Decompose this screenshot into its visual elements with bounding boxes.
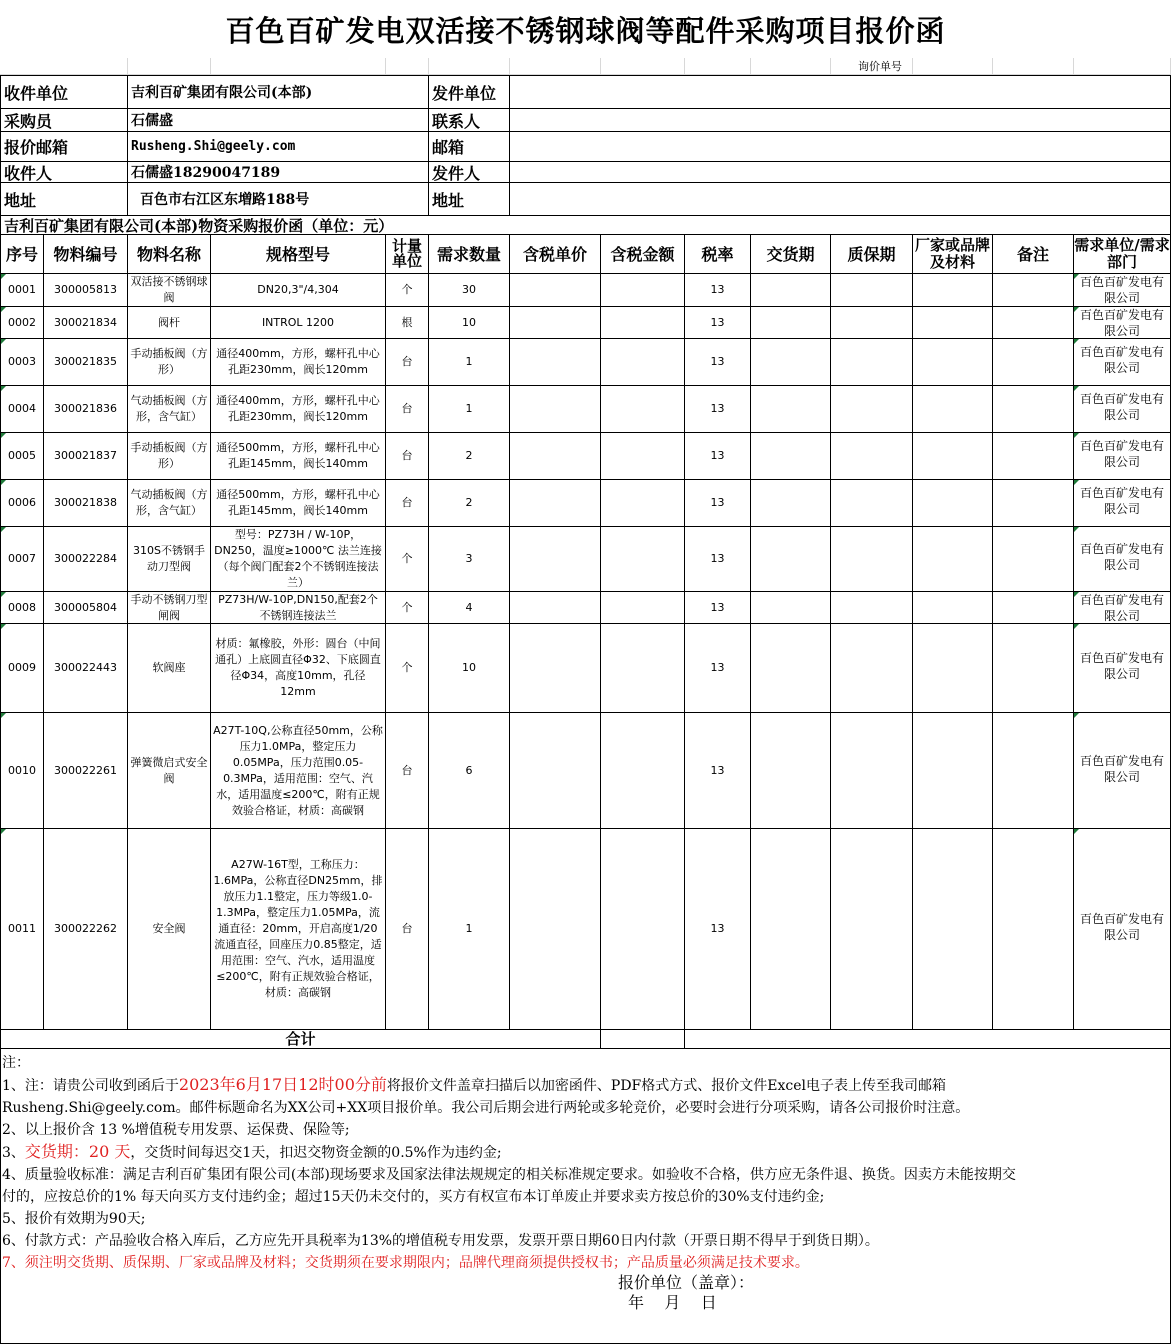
col-header-brand: 厂家或品牌及材料	[913, 235, 993, 274]
grid-cell[interactable]	[601, 58, 685, 75]
cell-name[interactable]: 气动插板阀（方形，含气缸）	[128, 386, 211, 433]
signature-date: 年 月 日	[628, 1293, 717, 1312]
cell-tax-rate[interactable]: 13	[685, 713, 751, 829]
cell-unit-price[interactable]	[510, 307, 601, 339]
cell-unit[interactable]: 个	[386, 624, 429, 713]
cell-seq[interactable]: 0010	[0, 713, 44, 829]
cell-qty[interactable]: 1	[429, 386, 510, 433]
cell-warranty[interactable]	[831, 433, 913, 480]
cell-unit-price[interactable]	[510, 829, 601, 1030]
cell-name[interactable]: 手动不锈钢刀型闸阀	[128, 592, 211, 624]
cell-name[interactable]: 双活接不锈钢球阀	[128, 274, 211, 307]
cell-brand[interactable]	[913, 307, 993, 339]
cell-amount[interactable]	[601, 307, 685, 339]
grid-cell[interactable]	[211, 58, 386, 75]
cell-spec[interactable]: 通径500mm，方形，螺杆孔中心孔距145mm，阀长140mm	[211, 433, 386, 480]
cell-qty[interactable]: 1	[429, 829, 510, 1030]
cell-dept[interactable]: 百色百矿发电有限公司	[1074, 433, 1171, 480]
cell-brand[interactable]	[913, 339, 993, 386]
cell-amount[interactable]	[601, 386, 685, 433]
note-7: 7、须注明交货期、质保期、厂家或品牌及材料；交货期须在要求期限内；品牌代理商须提供授权书；产品质量必须满足技术要求。	[2, 1255, 809, 1271]
note-1-text: 1、注：请贵公司收到函后于	[2, 1078, 179, 1094]
grid-cell[interactable]	[751, 58, 831, 75]
mail-label: 邮箱	[429, 132, 510, 162]
cell-unit-price[interactable]	[510, 433, 601, 480]
cell-unit-price[interactable]	[510, 527, 601, 592]
cell-unit[interactable]: 个	[386, 274, 429, 307]
cell-delivery[interactable]	[751, 339, 831, 386]
cell-code[interactable]: 300021836	[44, 386, 128, 433]
cell-remark[interactable]	[993, 339, 1074, 386]
cell-delivery[interactable]	[751, 624, 831, 713]
col-header-code: 物料编号	[44, 235, 128, 274]
sender-unit-label-value[interactable]	[510, 76, 1171, 109]
note-4-cont: 付的，应按总价的1% 每天向买方支付违约金；超过15天仍未交付的，买方有权宣布本订单废止并要求卖方按总价的30%支付违约金;	[2, 1189, 825, 1205]
cell-code[interactable]: 300021834	[44, 307, 128, 339]
contact-label: 联系人	[429, 109, 510, 132]
col-header-qty: 需求数量	[429, 235, 510, 274]
cell-unit[interactable]: 个	[386, 592, 429, 624]
cell-seq[interactable]: 0009	[0, 624, 44, 713]
cell-brand[interactable]	[913, 829, 993, 1030]
col-header-remark: 备注	[993, 235, 1074, 274]
cell-code[interactable]: 300005804	[44, 592, 128, 624]
cell-brand[interactable]	[913, 480, 993, 527]
cell-brand[interactable]	[913, 624, 993, 713]
cell-warranty[interactable]	[831, 386, 913, 433]
cell-warranty[interactable]	[831, 592, 913, 624]
cell-tax-rate[interactable]: 13	[685, 307, 751, 339]
cell-unit-price[interactable]	[510, 480, 601, 527]
cell-brand[interactable]	[913, 386, 993, 433]
cell-dept[interactable]: 百色百矿发电有限公司	[1074, 592, 1171, 624]
col-header-unit-price: 含税单价	[510, 235, 601, 274]
cell-dept[interactable]: 百色百矿发电有限公司	[1074, 480, 1171, 527]
cell-unit-price[interactable]	[510, 386, 601, 433]
cell-seq[interactable]: 0005	[0, 433, 44, 480]
cell-delivery[interactable]	[751, 480, 831, 527]
grid-cell[interactable]	[0, 58, 128, 75]
cell-spec[interactable]: A27T-10Q,公称直径50mm，公称压力1.0MPa，整定压力0.05MPa，压力范围0.05-0.3MPa，适用范围：空气、汽水，适用温度≤200℃，附有正规效验合格证，材质：高碳钢	[211, 713, 386, 829]
buyer-label: 采购员	[0, 109, 128, 132]
cell-unit[interactable]: 台	[386, 713, 429, 829]
cell-delivery[interactable]	[751, 307, 831, 339]
cell-warranty[interactable]	[831, 624, 913, 713]
cell-name[interactable]: 气动插板阀（方形，含气缸）	[128, 480, 211, 527]
note-1-deadline: 2023年6月17日12时00分前	[178, 1075, 387, 1094]
cell-warranty[interactable]	[831, 307, 913, 339]
cell-remark[interactable]	[993, 307, 1074, 339]
cell-amount[interactable]	[601, 480, 685, 527]
cell-remark[interactable]	[993, 713, 1074, 829]
note-3-num: 3、	[2, 1145, 25, 1161]
cell-tax-rate[interactable]: 13	[685, 386, 751, 433]
address-value[interactable]: 百色市右江区东増路188号	[128, 183, 429, 216]
cell-dept[interactable]: 百色百矿发电有限公司	[1074, 624, 1171, 713]
sender-label: 发件人	[429, 162, 510, 183]
col-header-delivery: 交货期	[751, 235, 831, 274]
cell-amount[interactable]	[601, 592, 685, 624]
cell-tax-rate[interactable]: 13	[685, 829, 751, 1030]
cell-qty[interactable]: 2	[429, 433, 510, 480]
grid-cell[interactable]	[685, 58, 751, 75]
cell-delivery[interactable]	[751, 527, 831, 592]
cell-delivery[interactable]	[751, 386, 831, 433]
cell-unit-price[interactable]	[510, 274, 601, 307]
cell-amount[interactable]	[601, 274, 685, 307]
cell-tax-rate[interactable]: 13	[685, 527, 751, 592]
cell-code[interactable]: 300021837	[44, 433, 128, 480]
cell-spec[interactable]: A27W-16T型，工称压力：1.6MPa，公称直径DN25mm，排放压力1.1整定，压力等级1.0-1.3MPa，整定压力1.05MPa，流通直径：20mm，开启高度1/20流通直径，回座压力0.85整定，适用范围：空气、汽水，适用温度≤200℃，附有正规效验合格证，材质：高碳钢	[211, 829, 386, 1030]
cell-delivery[interactable]	[751, 592, 831, 624]
cell-dept[interactable]: 百色百矿发电有限公司	[1074, 307, 1171, 339]
cell-spec[interactable]: DN20,3"/4,304	[211, 274, 386, 307]
cell-warranty[interactable]	[831, 274, 913, 307]
cell-delivery[interactable]	[751, 829, 831, 1030]
cell-code[interactable]: 300022262	[44, 829, 128, 1030]
cell-dept[interactable]: 百色百矿发电有限公司	[1074, 274, 1171, 307]
cell-warranty[interactable]	[831, 480, 913, 527]
cell-unit[interactable]: 个	[386, 527, 429, 592]
cell-amount[interactable]	[601, 527, 685, 592]
cell-qty[interactable]: 10	[429, 624, 510, 713]
address-label: 地址	[0, 183, 128, 216]
cell-spec[interactable]: INTROL 1200	[211, 307, 386, 339]
cell-tax-rate[interactable]: 13	[685, 433, 751, 480]
cell-tax-rate[interactable]: 13	[685, 274, 751, 307]
cell-delivery[interactable]	[751, 274, 831, 307]
cell-qty[interactable]: 3	[429, 527, 510, 592]
cell-unit[interactable]: 台	[386, 433, 429, 480]
cell-code[interactable]: 300021838	[44, 480, 128, 527]
receiver-unit-label: 收件单位	[0, 76, 128, 109]
grid-cell[interactable]	[386, 58, 429, 75]
cell-remark[interactable]	[993, 274, 1074, 307]
sender-unit-label: 发件单位	[429, 76, 510, 109]
cell-name[interactable]: 手动插板阀（方形）	[128, 339, 211, 386]
cell-qty[interactable]: 4	[429, 592, 510, 624]
cell-seq[interactable]: 0002	[0, 307, 44, 339]
note-2: 2、以上报价含 13 %增值税专用发票、运保费、保险等;	[2, 1122, 350, 1138]
cell-remark[interactable]	[993, 433, 1074, 480]
col-header-spec: 规格型号	[211, 235, 386, 274]
header-top-border	[0, 75, 1171, 76]
cell-spec[interactable]: 材质：氟橡胶，外形：圆台（中间通孔）上底圆直径Φ32、下底圆直径Φ34，高度10mm，孔径12mm	[211, 624, 386, 713]
note-1-cont: Rusheng.Shi@geely.com。邮件标题命名为XX公司+XX项目报价单。我公司后期会进行两轮或多轮竞价，必要时会进行分项采购，请各公司报价时注意。	[2, 1100, 970, 1116]
cell-unit-price[interactable]	[510, 713, 601, 829]
cell-name[interactable]: 安全阀	[128, 829, 211, 1030]
col-header-warranty: 质保期	[831, 235, 913, 274]
note-4: 4、质量验收标准：满足吉利百矿集团有限公司(本部)现场要求及国家法律法规规定的相关标准规定要求。如验收不合格，供方应无条件退、换货。因卖方未能按期交	[2, 1167, 1016, 1183]
cell-qty[interactable]: 2	[429, 480, 510, 527]
col-header-dept: 需求单位/需求部门	[1074, 235, 1171, 274]
note-3-delivery: 交货期：20 天	[24, 1142, 131, 1161]
grid-cell[interactable]	[1074, 58, 1171, 75]
cell-brand[interactable]	[913, 713, 993, 829]
email-value[interactable]: Rusheng.Shi@geely.com	[128, 132, 429, 162]
cell-seq[interactable]: 0011	[0, 829, 44, 1030]
cell-brand[interactable]	[913, 527, 993, 592]
cell-amount[interactable]	[601, 339, 685, 386]
cell-amount[interactable]	[601, 624, 685, 713]
cell-warranty[interactable]	[831, 527, 913, 592]
note-3-text: ，交货时间每迟交1天，扣迟交物资金额的0.5%作为违约金;	[130, 1145, 502, 1161]
cell-seq[interactable]: 0008	[0, 592, 44, 624]
cell-code[interactable]: 300005813	[44, 274, 128, 307]
cell-spec[interactable]: 通径400mm，方形，螺杆孔中心孔距230mm，阀长120mm	[211, 386, 386, 433]
cell-warranty[interactable]	[831, 713, 913, 829]
cell-warranty[interactable]	[831, 339, 913, 386]
inquiry-no-label: 询价单号	[858, 60, 902, 73]
sender-label-value[interactable]	[510, 162, 1171, 183]
cell-name[interactable]: 阀杆	[128, 307, 211, 339]
cell-seq[interactable]: 0003	[0, 339, 44, 386]
cell-amount[interactable]	[601, 713, 685, 829]
total-label: 合计	[0, 1030, 601, 1049]
note-6: 6、付款方式：产品验收合格入库后，乙方应先开具税率为13%的增值税专用发票，发票开票日期60日内付款（开票日期不得早于到货日期）。	[2, 1233, 879, 1249]
col-header-name: 物料名称	[128, 235, 211, 274]
cell-code[interactable]: 300022443	[44, 624, 128, 713]
col-header-seq: 序号	[0, 235, 44, 274]
cell-unit-price[interactable]	[510, 592, 601, 624]
grid-cell[interactable]	[913, 58, 993, 75]
cell-dept[interactable]: 百色百矿发电有限公司	[1074, 829, 1171, 1030]
cell-spec[interactable]: PZ73H/W-10P,DN150,配套2个不锈钢连接法兰	[211, 592, 386, 624]
cell-tax-rate[interactable]: 13	[685, 592, 751, 624]
cell-qty[interactable]: 6	[429, 713, 510, 829]
cell-amount[interactable]	[601, 829, 685, 1030]
recipient-value[interactable]: 石儒盛18290047189	[128, 162, 429, 183]
grid-cell[interactable]	[510, 58, 601, 75]
cell-remark[interactable]	[993, 624, 1074, 713]
cell-code[interactable]: 300022261	[44, 713, 128, 829]
cell-dept[interactable]: 百色百矿发电有限公司	[1074, 386, 1171, 433]
buyer-value[interactable]: 石儒盛	[128, 109, 429, 132]
section-title: 吉利百矿集团有限公司(本部)物资采购报价函（单位：元）	[0, 216, 1171, 235]
cell-brand[interactable]	[913, 274, 993, 307]
cell-remark[interactable]	[993, 480, 1074, 527]
email-label: 报价邮箱	[0, 132, 128, 162]
receiver-unit-value[interactable]: 吉利百矿集团有限公司(本部)	[128, 76, 429, 109]
col-header-tax-rate: 税率	[685, 235, 751, 274]
col-header-amount: 含税金额	[601, 235, 685, 274]
note-5: 5、报价有效期为90天;	[2, 1211, 146, 1227]
grid-cell[interactable]	[128, 58, 211, 75]
cell-spec[interactable]: 通径400mm，方形，螺杆孔中心孔距230mm，阀长120mm	[211, 339, 386, 386]
cell-unit-price[interactable]	[510, 624, 601, 713]
signature-label: 报价单位（盖章）：	[618, 1273, 755, 1292]
cell-remark[interactable]	[993, 592, 1074, 624]
cell-spec[interactable]: 型号：PZ73H / W-10P，DN250，温度≥1000℃ 法兰连接（每个阀门配套2个不锈钢连接法兰）	[211, 527, 386, 592]
cell-unit[interactable]: 台	[386, 829, 429, 1030]
total-amount[interactable]	[601, 1030, 685, 1049]
notes-head: 注：	[2, 1055, 30, 1071]
sender-address-label: 地址	[429, 183, 510, 216]
grid-cell[interactable]	[429, 58, 510, 75]
cell-qty[interactable]: 1	[429, 339, 510, 386]
cell-name[interactable]: 弹簧微启式安全阀	[128, 713, 211, 829]
cell-unit-price[interactable]	[510, 339, 601, 386]
cell-tax-rate[interactable]: 13	[685, 624, 751, 713]
cell-dept[interactable]: 百色百矿发电有限公司	[1074, 339, 1171, 386]
cell-delivery[interactable]	[751, 713, 831, 829]
cell-dept[interactable]: 百色百矿发电有限公司	[1074, 713, 1171, 829]
cell-name[interactable]: 软阀座	[128, 624, 211, 713]
cell-seq[interactable]: 0006	[0, 480, 44, 527]
cell-code[interactable]: 300022284	[44, 527, 128, 592]
cell-brand[interactable]	[913, 592, 993, 624]
cell-tax-rate[interactable]: 13	[685, 480, 751, 527]
cell-unit[interactable]: 台	[386, 339, 429, 386]
cell-brand[interactable]	[913, 433, 993, 480]
mail-label-value[interactable]	[510, 132, 1171, 162]
cell-amount[interactable]	[601, 433, 685, 480]
total-rest	[685, 1030, 1171, 1049]
contact-label-value[interactable]	[510, 109, 1171, 132]
sender-address-label-value[interactable]	[510, 183, 1171, 216]
cell-name[interactable]: 310S不锈钢手动刀型阀	[128, 527, 211, 592]
cell-delivery[interactable]	[751, 433, 831, 480]
cell-seq[interactable]: 0004	[0, 386, 44, 433]
cell-remark[interactable]	[993, 386, 1074, 433]
cell-seq[interactable]: 0007	[0, 527, 44, 592]
page-title: 百色百矿发电双活接不锈钢球阀等配件采购项目报价函	[225, 13, 946, 48]
cell-code[interactable]: 300021835	[44, 339, 128, 386]
cell-dept[interactable]: 百色百矿发电有限公司	[1074, 527, 1171, 592]
cell-remark[interactable]	[993, 527, 1074, 592]
note-1-text-b: 将报价文件盖章扫描后以加密函件、PDF格式方式、报价文件Excel电子表上传至我司邮箱	[386, 1078, 946, 1094]
cell-unit[interactable]: 根	[386, 307, 429, 339]
cell-name[interactable]: 手动插板阀（方形）	[128, 433, 211, 480]
cell-unit[interactable]: 台	[386, 386, 429, 433]
cell-warranty[interactable]	[831, 829, 913, 1030]
recipient-label: 收件人	[0, 162, 128, 183]
col-header-unit: 计量单位	[386, 235, 429, 274]
cell-remark[interactable]	[993, 829, 1074, 1030]
cell-qty[interactable]: 30	[429, 274, 510, 307]
cell-qty[interactable]: 10	[429, 307, 510, 339]
cell-spec[interactable]: 通径500mm，方形，螺杆孔中心孔距145mm，阀长140mm	[211, 480, 386, 527]
cell-seq[interactable]: 0001	[0, 274, 44, 307]
blank-grid-row	[0, 58, 1171, 75]
cell-tax-rate[interactable]: 13	[685, 339, 751, 386]
notes-frame	[0, 1049, 1171, 1344]
grid-cell[interactable]	[993, 58, 1074, 75]
cell-unit[interactable]: 台	[386, 480, 429, 527]
